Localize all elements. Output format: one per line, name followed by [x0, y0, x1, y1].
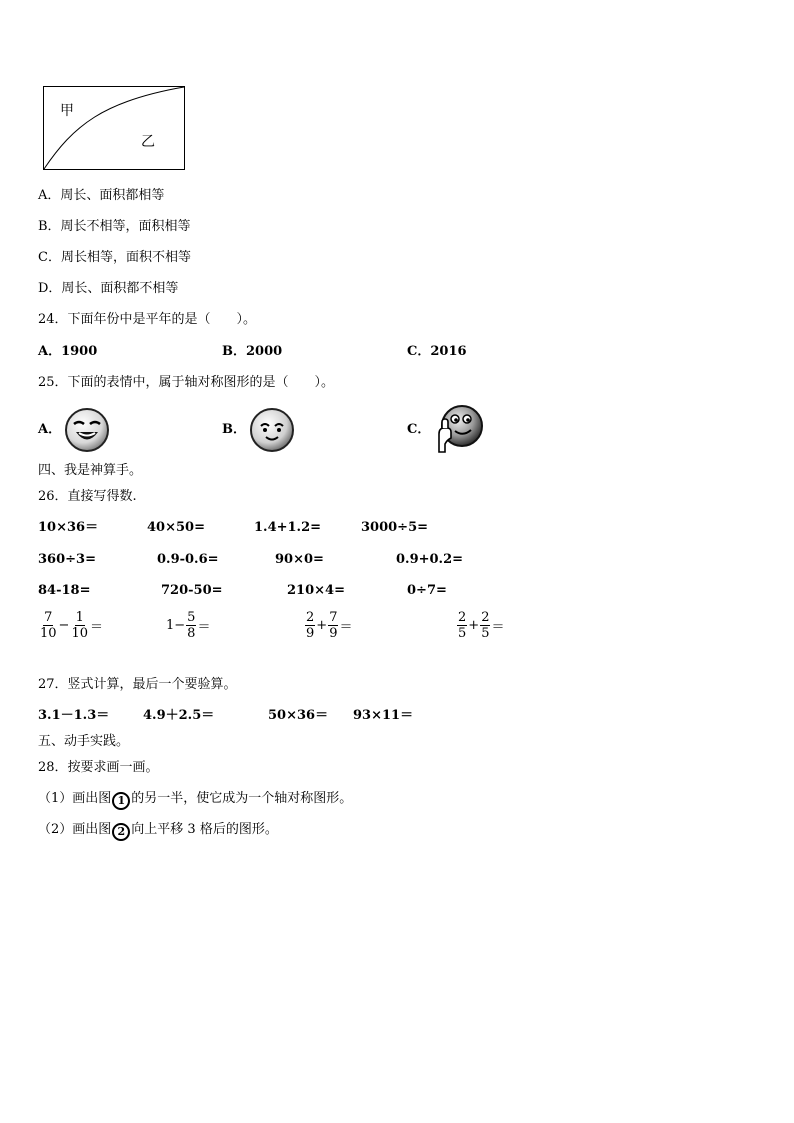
- q26-stem: 26．直接写得数.: [38, 489, 137, 504]
- q26-item: 210×4=: [287, 583, 345, 598]
- q24-option-c: C．2016: [407, 344, 467, 359]
- region-label-a: 甲: [60, 103, 74, 119]
- q27-item: 3.1－1.3＝: [38, 708, 110, 723]
- rectangle-curve-diagram: [43, 86, 185, 170]
- q24-stem: 24．下面年份中是平年的是（ ）。: [38, 312, 257, 327]
- q26-item: 84-18=: [38, 583, 91, 598]
- q28-part-2: （2）画出图 2 向上平移 3 格后的图形。: [38, 823, 278, 841]
- smiling-face-icon: [249, 407, 295, 457]
- q27-stem: 27．竖式计算，最后一个要验算。: [38, 677, 237, 692]
- circled-number-2: 2: [112, 823, 130, 841]
- fraction-expression: 1− $\frac{5}{8}$ ＝: [166, 610, 211, 641]
- section-5-heading: 五、动手实践。: [38, 734, 130, 749]
- q26-item: 720-50=: [161, 583, 223, 598]
- q26-item: 3000÷5=: [361, 520, 429, 535]
- q27-item: 4.9＋2.5＝: [143, 708, 215, 723]
- q24-option-b: B．2000: [222, 344, 283, 359]
- fraction-expression: 7 10 − $\frac{1}{10}$ ＝: [40, 610, 104, 641]
- q26-item: 1.4+1.2=: [254, 520, 322, 535]
- q23-option-a: A．周长、面积都相等: [38, 188, 165, 203]
- q26-item: 90×0=: [275, 552, 324, 567]
- q26-item: 0÷7=: [407, 583, 447, 598]
- fraction-expression: 2 9 + $\frac{7}{9}$ ＝: [306, 610, 353, 641]
- q23-option-c: C．周长相等，面积不相等: [38, 250, 191, 265]
- q27-item: 50×36＝: [268, 708, 329, 723]
- q26-item: 40×50=: [147, 520, 205, 535]
- q25-stem: 25．下面的表情中，属于轴对称图形的是（ ）。: [38, 375, 335, 390]
- q25-option-a: A．: [38, 422, 62, 437]
- q28-part-1: （1）画出图 1 的另一半，使它成为一个轴对称图形。: [38, 792, 352, 810]
- q23-option-d: D．周长、面积都不相等: [38, 281, 179, 296]
- circled-number-1: 1: [112, 792, 130, 810]
- q28-stem: 28．按要求画一画。: [38, 760, 159, 775]
- q25-option-c: C．: [407, 422, 431, 437]
- fraction-expression: 2 5 + $\frac{2}{5}$ ＝: [458, 610, 505, 641]
- q26-item: 360÷3=: [38, 552, 96, 567]
- q26-item: 0.9-0.6=: [157, 552, 219, 567]
- q27-item: 93×11＝: [353, 708, 414, 723]
- section-4-heading: 四、我是神算手。: [38, 463, 143, 478]
- q24-option-a: A．1900: [38, 344, 98, 359]
- q23-option-b: B．周长不相等，面积相等: [38, 219, 191, 234]
- q26-item: 0.9+0.2=: [396, 552, 464, 567]
- q25-option-b: B．: [222, 422, 246, 437]
- q26-item: 10×36＝: [38, 520, 99, 535]
- region-label-b: 乙: [141, 134, 155, 150]
- q23-figure: [43, 86, 185, 170]
- laughing-face-icon: [64, 407, 110, 457]
- thinking-face-icon: [433, 404, 487, 458]
